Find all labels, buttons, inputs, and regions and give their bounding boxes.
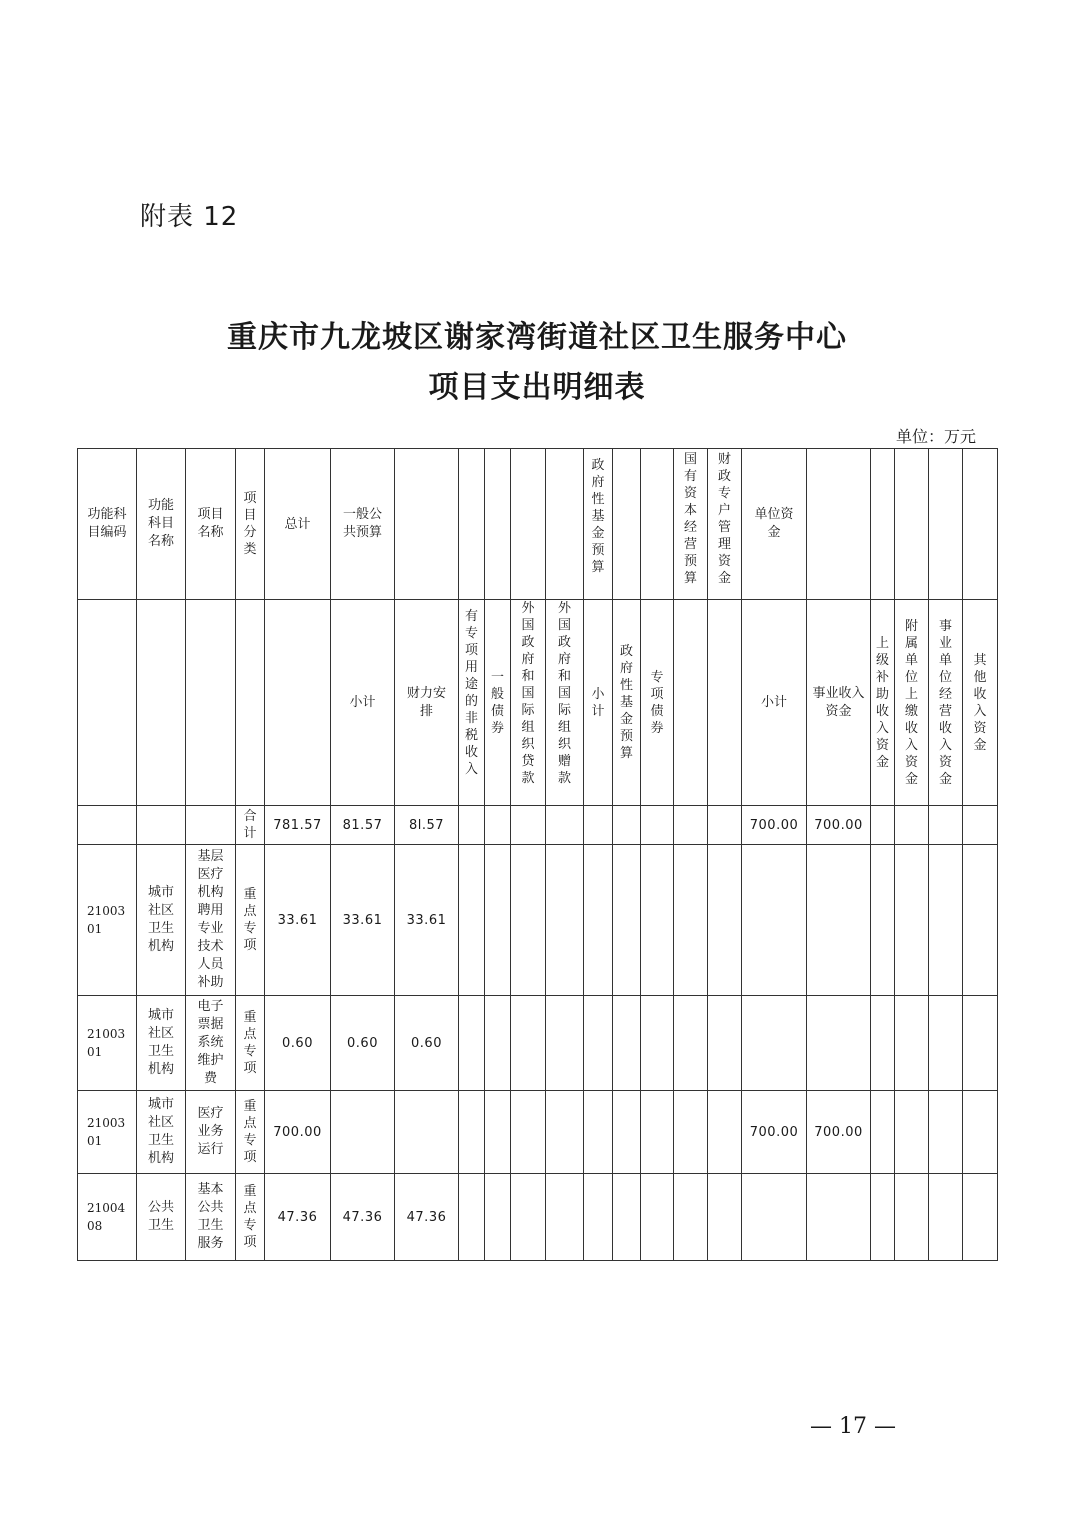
- row-total: 700.00: [265, 1091, 331, 1174]
- header-row-top: [78, 449, 998, 600]
- row-project: 电子票据系统维护费: [186, 996, 236, 1091]
- row-code: 2100301: [78, 1091, 137, 1174]
- row-gb-fiscal: 0.60: [395, 996, 459, 1091]
- header-gb-foreign-grant: 外国政府和国际组织赠款: [546, 600, 584, 806]
- table-row: [78, 1174, 998, 1261]
- row-category: 重点专项: [236, 1174, 265, 1261]
- total-uf-business: 700.00: [807, 806, 871, 845]
- header-uf-other-income: 其他收入资金: [963, 600, 998, 806]
- table-row: [78, 996, 998, 1091]
- page-title: 重庆市九龙坡区谢家湾街道社区卫生服务中心: [227, 320, 847, 355]
- row-gb-fiscal: 33.61: [395, 845, 459, 996]
- row-total: 47.36: [265, 1174, 331, 1261]
- row-total: 33.61: [265, 845, 331, 996]
- page-subtitle: 项目支出明细表: [428, 370, 646, 405]
- row-project: 医疗业务运行: [186, 1091, 236, 1174]
- project-expenditure-table: [77, 448, 998, 1261]
- total-label: 合计: [236, 806, 265, 845]
- header-func-code: 功能科目编码: [78, 449, 137, 600]
- row-func-name: 城市社区卫生机构: [137, 996, 186, 1091]
- header-total: 总计: [265, 449, 331, 600]
- row-gb-fiscal: [395, 1091, 459, 1174]
- row-func-name: 城市社区卫生机构: [137, 845, 186, 996]
- header-gf-subtotal: 小计: [584, 600, 613, 806]
- page-number: — 17 —: [810, 1414, 896, 1439]
- unit-label: 单位：万元: [896, 427, 977, 446]
- header-uf-subtotal: 小计: [742, 600, 807, 806]
- row-project: 基本公共卫生服务: [186, 1174, 236, 1261]
- total-total: 781.57: [265, 806, 331, 845]
- row-category: 重点专项: [236, 1091, 265, 1174]
- row-uf-business: [807, 996, 871, 1091]
- header-gb-subtotal: 小计: [331, 600, 395, 806]
- header-uf-business-income: 事业收入资金: [807, 600, 871, 806]
- row-gb-subtotal: [331, 1091, 395, 1174]
- header-general-budget: 一般公共预算: [331, 449, 395, 600]
- header-uf-superior-subsidy: 上级补助收入资金: [871, 600, 895, 806]
- header-project-name: 项目名称: [186, 449, 236, 600]
- appendix-label: 附表 12: [140, 202, 239, 232]
- row-project: 基层医疗机构聘用专业技术人员补助: [186, 845, 236, 996]
- total-uf-subtotal: 700.00: [742, 806, 807, 845]
- header-fiscal-special-funds: 财政专户管理资金: [708, 449, 742, 600]
- row-uf-subtotal: 700.00: [742, 1091, 807, 1174]
- row-func-name: 城市社区卫生机构: [137, 1091, 186, 1174]
- row-code: 2100301: [78, 996, 137, 1091]
- header-gb-special-nontax: 有专项用途的非税收入: [459, 600, 485, 806]
- header-uf-operating-income: 事业单位经营收入资金: [929, 600, 963, 806]
- row-uf-subtotal: [742, 1174, 807, 1261]
- total-gb-fiscal: 8l.57: [395, 806, 459, 845]
- row-gb-fiscal: 47.36: [395, 1174, 459, 1261]
- row-uf-subtotal: [742, 996, 807, 1091]
- header-gb-fiscal: 财力安排: [395, 600, 459, 806]
- header-gf-budget: 政府性基金预算: [613, 600, 641, 806]
- table-row: [78, 1091, 998, 1174]
- header-gf-special-bond: 专项债券: [641, 600, 674, 806]
- row-uf-business: 700.00: [807, 1091, 871, 1174]
- header-uf-affiliated-income: 附属单位上缴收入资金: [895, 600, 929, 806]
- header-unit-funds: 单位资金: [742, 449, 807, 600]
- table-row: [78, 845, 998, 996]
- header-gb-general-bond: 一般债券: [485, 600, 511, 806]
- row-uf-subtotal: [742, 845, 807, 996]
- header-gov-fund-budget: 政府性基金预算: [584, 449, 613, 600]
- row-uf-business: [807, 845, 871, 996]
- header-func-name: 功能科目名称: [137, 449, 186, 600]
- row-uf-business: [807, 1174, 871, 1261]
- header-project-category: 项目分类: [236, 449, 265, 600]
- total-row: [78, 806, 998, 845]
- row-code: 2100301: [78, 845, 137, 996]
- row-gb-subtotal: 0.60: [331, 996, 395, 1091]
- row-code: 2100408: [78, 1174, 137, 1261]
- total-gb-subtotal: 81.57: [331, 806, 395, 845]
- row-category: 重点专项: [236, 996, 265, 1091]
- row-total: 0.60: [265, 996, 331, 1091]
- header-gb-foreign-loan: 外国政府和国际组织贷款: [511, 600, 546, 806]
- row-category: 重点专项: [236, 845, 265, 996]
- row-gb-subtotal: 33.61: [331, 845, 395, 996]
- row-func-name: 公共卫生: [137, 1174, 186, 1261]
- header-state-capital-budget: 国有资本经营预算: [674, 449, 708, 600]
- header-row-sub: [78, 600, 998, 806]
- row-gb-subtotal: 47.36: [331, 1174, 395, 1261]
